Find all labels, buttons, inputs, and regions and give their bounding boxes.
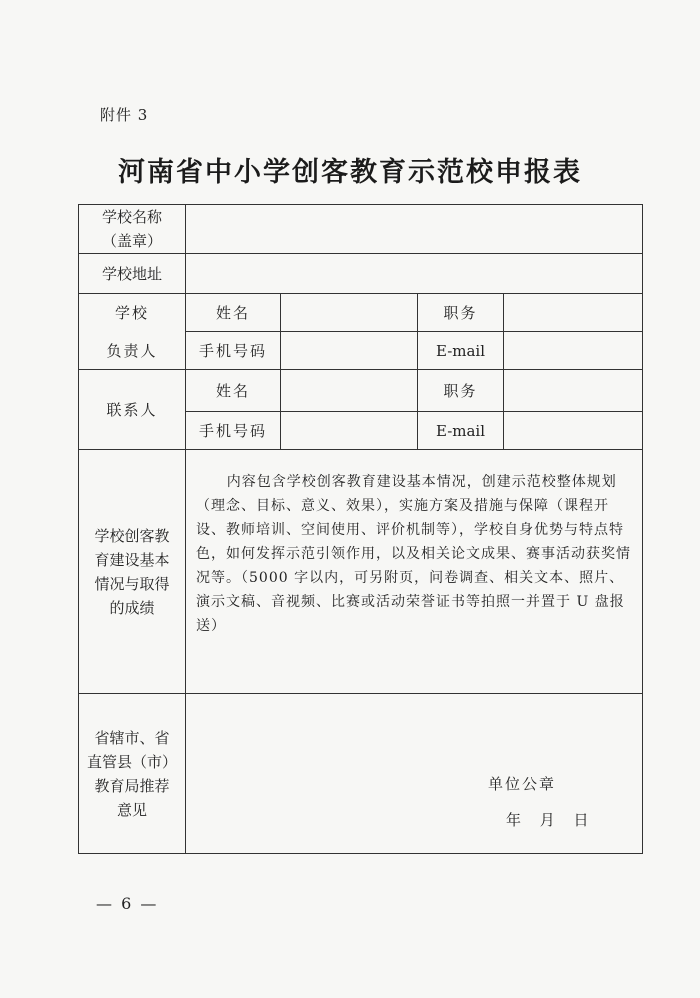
principal-email-field[interactable]: [504, 332, 643, 370]
contact-name-label: 姓名: [186, 370, 281, 412]
form-title: 河南省中小学创客教育示范校申报表: [118, 157, 582, 188]
school-address-field[interactable]: [186, 254, 643, 294]
principal-position-field[interactable]: [504, 294, 643, 332]
application-form-table: [78, 204, 643, 854]
principal-email-label: E-mail: [418, 332, 504, 370]
date-label: 年 月 日: [506, 811, 589, 829]
school-name-field[interactable]: [186, 205, 643, 254]
recommend-label: 省辖市、省 直管县（市） 教育局推荐 意见: [79, 694, 186, 854]
principal-label: 学校 负责人: [79, 294, 186, 370]
page-number: — 6 —: [96, 894, 159, 913]
attachment-label: 附件 3: [100, 106, 149, 124]
contact-email-field[interactable]: [504, 412, 643, 450]
achievement-description[interactable]: 内容包含学校创客教育建设基本情况，创建示范校整体规划（理念、目标、意义、效果），实施方案及措施与保障（课程开设、教师培训、空间使用、评价机制等），学校自身优势与特点特色，如何发挥示范引领作用，以及相关论文成果、赛事活动获奖情况等。（5000 字以内，可另附页，问卷调查、相关文本、照片、演示文稿、音视频、比赛或活动荣誉证书等拍照一并置于 U 盘报送）: [186, 450, 643, 694]
contact-name-field[interactable]: [281, 370, 418, 412]
principal-name-field[interactable]: [281, 294, 418, 332]
principal-phone-field[interactable]: [281, 332, 418, 370]
contact-position-label: 职务: [418, 370, 504, 412]
principal-name-label: 姓名: [186, 294, 281, 332]
recommend-opinion-field[interactable]: [186, 694, 643, 854]
contact-email-label: E-mail: [418, 412, 504, 450]
contact-position-field[interactable]: [504, 370, 643, 412]
contact-phone-field[interactable]: [281, 412, 418, 450]
principal-position-label: 职务: [418, 294, 504, 332]
school-address-label: 学校地址: [79, 254, 186, 294]
official-seal-label: 单位公章: [488, 775, 557, 793]
achievement-label: 学校创客教 育建设基本 情况与取得 的成绩: [79, 450, 186, 694]
contact-phone-label: 手机号码: [186, 412, 281, 450]
contact-label: 联系人: [79, 370, 186, 450]
principal-phone-label: 手机号码: [186, 332, 281, 370]
school-name-label: 学校名称 （盖章）: [79, 205, 186, 254]
